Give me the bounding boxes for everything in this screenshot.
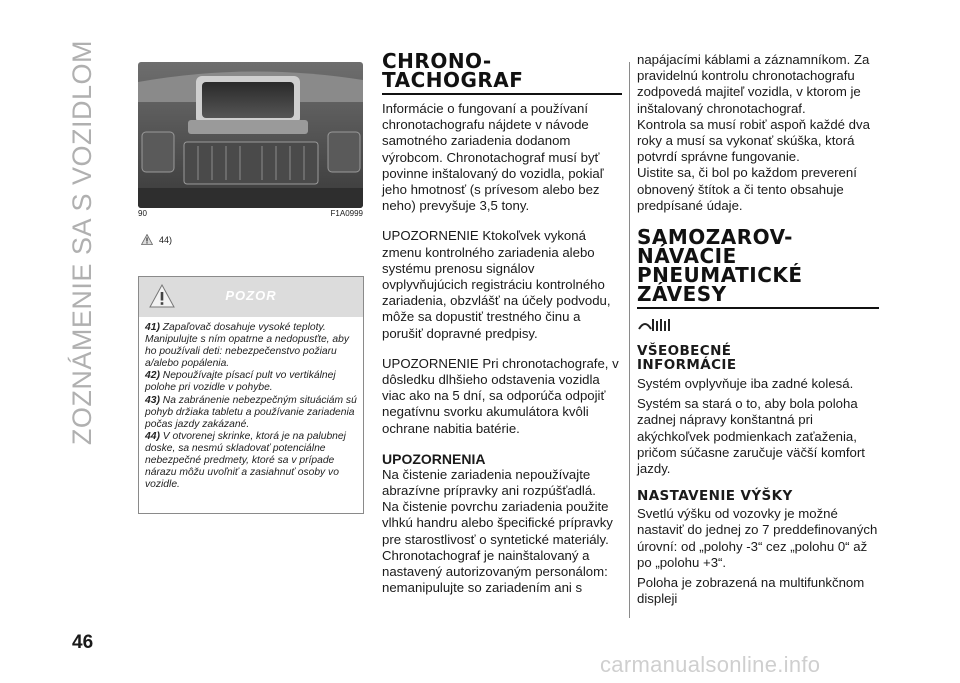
paragraph: Poloha je zobrazená na multifunkčnom displeji [637, 575, 865, 607]
paragraph: Systém ovplyvňuje iba zadné kolesá. [637, 376, 854, 392]
subheading-warnings: UPOZORNENIA [382, 450, 486, 467]
subheading-general-info: VŠEOBECNÉ INFORMÁCIE [637, 343, 737, 374]
section-heading-suspension: SAMOZAROV- NÁVACIE PNEUMATICKÉ ZÁVESY [637, 225, 803, 307]
paragraph: Na čistenie povrchu zariadenia použite vlhkú handru alebo špecifické prípravky pre starostlivosť o syntetické materiály. [382, 499, 613, 547]
paragraph: Kontrola sa musí robiť aspoň každé dva roky a musí sa vykonať skúška, ktorá potvrdí správne fungovanie. [637, 116, 870, 165]
warning-box [138, 276, 364, 514]
warning-item: 43) Na zabránenie nebezpečným situáciám sú pohyb držiaka tabletu a používanie zariadenia počas jazdy zakázané. [145, 394, 357, 430]
heading-rule [382, 93, 622, 95]
warning-triangle-icon [141, 234, 153, 245]
column-suspension [637, 52, 879, 607]
footer-watermark: carmanualsonline.info [600, 652, 821, 677]
paragraph: Svetlú výšku od vozovky je možné nastaviť do jednej zo 7 preddefinovaných úrovní: od „polohy -3“ cez „polohu 0“ až po „polohu +3“. [637, 506, 878, 570]
figure-code: F1A0999 [330, 209, 363, 218]
warning-box-header [139, 277, 363, 317]
warning-item: 41) Zapaľovač dosahuje vysoké teploty. Manipulujte s ním opatrne a nedopusťte, aby ho používali deti: nebezpečenstvo požiaru a/alebo popálenia. [145, 322, 349, 370]
paragraph: UPOZORNENIE Ktokoľvek vykoná zmenu kontrolného zariadenia alebo systému prenosu signálov ovplyvňujúcich registráciu kontrolného zariadenia, obzvlášť na účely podvodu, môže sa dopustiť trestného činu a porušiť dopravné predpisy. [382, 228, 611, 341]
paragraph: napájacími káblami a záznamníkom. Za pravidelnú kontrolu chronotachografu zodpovedá majiteľ vozidla, v ktorom je inštalovaný chronotachograf. [637, 52, 870, 116]
paragraph: Chronotachograf je nainštalovaný a nastavený autorizovaným personálom: nemanipulujte so zariadením ani s [382, 547, 608, 596]
figure-caption [138, 209, 363, 218]
dashboard-illustration [138, 62, 363, 208]
heading-rule [637, 307, 879, 309]
warning-item: 42) Nepoužívajte písací pult vo vertikálnej polohe pri vozidle v pohybe. [145, 370, 336, 394]
column-chronotachograph [382, 49, 622, 596]
paragraph: Uistite sa, či bol po každom preverení obnovený štítok a či tento obsahuje predpísané údaje. [637, 165, 857, 213]
column-divider [629, 62, 630, 618]
warning-box-body [139, 317, 363, 491]
paragraph: Systém sa stará o to, aby bola poloha zadnej nápravy konštantná pri akýchkoľvek podmienkach zaťaženia, pričom súčasne zaručuje väčší komfort jazdy. [637, 396, 865, 477]
chapter-side-title: ZOZNÁMENIE SA S VOZIDLOM [66, 40, 97, 446]
warning-reference-number: 44) [159, 234, 173, 245]
subheading-height-setting: NASTAVENIE VÝŠKY [637, 488, 793, 505]
suspension-icon [637, 315, 677, 335]
paragraph: Na čistenie zariadenia nepoužívajte abrazívne prípravky ani rozpúšťadlá. [382, 466, 596, 499]
dashboard-figure [138, 62, 363, 208]
warning-item: 44) V otvorenej skrinke, ktorá je na palubnej doske, sa nesmú skladovať potenciálne nebezpečné predmety, ktoré sa v prípade nárazu môžu uvoľniť a zasiahnuť osoby vo vozidle. [145, 430, 346, 491]
section-heading-chronotachograph: CHRONO- TACHOGRAF [382, 49, 524, 92]
figure-number: 90 [138, 209, 147, 218]
page-number: 46 [72, 632, 94, 653]
warning-box-label: POZOR [225, 288, 277, 303]
paragraph: Informácie o fungovaní a používaní chronotachografu nájdete v návode samotného zariadenia dodanom výrobcom. Chronotachograf musí byť povinne inštalovaný do vozidla, pokiaľ jeho hmotnosť (s prívesom alebo bez neho) prevyšuje 3,5 tony. [382, 101, 604, 214]
warning-reference [141, 234, 172, 245]
paragraph: UPOZORNENIE Pri chronotachografe, v dôsledku dlhšieho odstavenia vozidla viac ako na 5 dní, sa odporúča odpojiť negatívnu svorku akumulátora kvôli ochrane nabitia batérie. [382, 355, 619, 436]
